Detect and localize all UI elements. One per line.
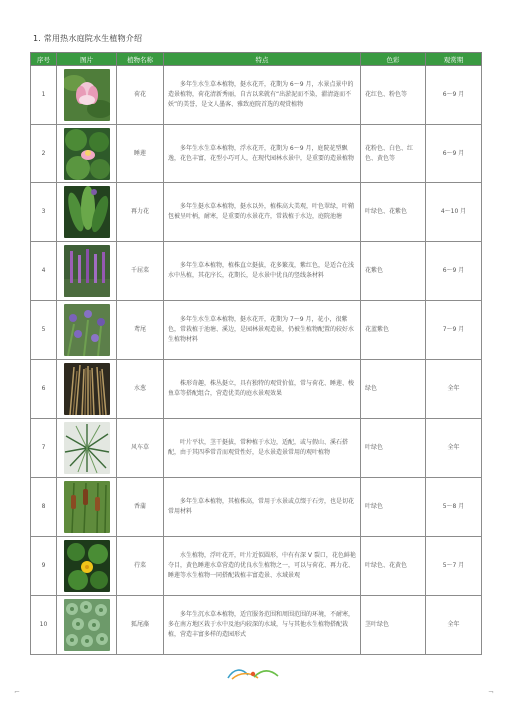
row-period: 4～10 月 xyxy=(426,183,482,242)
parrot-feather-photo xyxy=(64,599,110,651)
table-header-row xyxy=(31,53,482,66)
row-color: 叶绿色 xyxy=(361,478,426,537)
row-plant-name: 荇菜 xyxy=(117,537,164,596)
row-color: 茎叶绿色 xyxy=(361,596,426,655)
row-period: 5～7 月 xyxy=(426,537,482,596)
row-number: 9 xyxy=(31,537,57,596)
table-row xyxy=(31,301,482,360)
row-feature: 水生植物，浮叶花开，叶片近似圆形，中有有深 V 裂口，花色鲜艳夺目，黄色睡莲水草营造的优良水生植物之一，可以与荷花、再力花、睡莲等水生植物一同搭配栽植丰富造景、水域景观 xyxy=(164,537,361,596)
table-row xyxy=(31,125,482,183)
row-period: 6～9 月 xyxy=(426,242,482,301)
row-photo xyxy=(57,478,117,537)
row-photo xyxy=(57,360,117,419)
row-photo xyxy=(57,242,117,301)
row-feature: 株形奇趣，株丛挺立，具有独特的观赏价值，常与荷花、睡莲、梭鱼草等搭配组合，营造优美的庭水景观效果 xyxy=(164,360,361,419)
row-feature: 多年生草本植物，植株直立挺拔，花多繁茂，紫红色，是适合在浅水中丛植，其花序长，花期长，是水景中优良的竖线条材料 xyxy=(164,242,361,301)
lotus-photo xyxy=(64,69,110,121)
row-color: 绿色 xyxy=(361,360,426,419)
row-number: 8 xyxy=(31,478,57,537)
row-feature: 多年生草本植物，其植株高，常用于水景或点缀于石旁，也是切花常用材料 xyxy=(164,478,361,537)
row-number: 1 xyxy=(31,66,57,125)
table-row xyxy=(31,360,482,419)
row-color: 花蓝紫色 xyxy=(361,301,426,360)
col-header-feature: 特点 xyxy=(164,53,361,66)
col-header-name: 植物名称 xyxy=(117,53,164,66)
row-color: 花紫色 xyxy=(361,242,426,301)
row-number: 3 xyxy=(31,183,57,242)
table-row xyxy=(31,242,482,301)
row-plant-name: 狐尾藻 xyxy=(117,596,164,655)
row-plant-name: 水葱 xyxy=(117,360,164,419)
row-photo xyxy=(57,419,117,478)
table-row xyxy=(31,537,482,596)
bulrush-photo xyxy=(64,363,110,415)
col-header-color: 色彩 xyxy=(361,53,426,66)
col-header-photo: 图片 xyxy=(57,53,117,66)
row-photo xyxy=(57,596,117,655)
row-photo xyxy=(57,66,117,125)
loosestrife-photo xyxy=(64,245,110,297)
row-period: 5～8 月 xyxy=(426,478,482,537)
row-color: 叶绿色 xyxy=(361,419,426,478)
row-feature: 叶片平状，茎干挺拔，常种植于水边，适配，或与假山、溪石搭配，由于其四季常青而观赏性好，是水景造景常用的观叶植物 xyxy=(164,419,361,478)
row-period: 全年 xyxy=(426,419,482,478)
row-photo xyxy=(57,537,117,596)
row-plant-name: 千屈菜 xyxy=(117,242,164,301)
row-number: 5 xyxy=(31,301,57,360)
row-feature: 多年生沉水草本植物，适宜服务范围和周围范围的环境，不耐寒，多在南方地区栽于水中及池内较深的水域，与与其他水生植物搭配栽植，营造丰富多样的造园形式 xyxy=(164,596,361,655)
row-plant-name: 再力花 xyxy=(117,183,164,242)
row-number: 4 xyxy=(31,242,57,301)
row-feature: 多年生挺水草本植物，挺水以外，植株高大美观，叶色翠绿，叶鞘包被呈叶柄，耐寒，是重要的水景花卉，常栽植于水边，庭院池塘 xyxy=(164,183,361,242)
row-feature: 多年生水生草本植物，浮水花开，花期为 6～9 月，庭院花型飘逸，花色丰富，花型小巧可人，在现代园林水景中，是重要的造景植物 xyxy=(164,125,361,183)
floating-heart-photo xyxy=(64,540,110,592)
table-row xyxy=(31,419,482,478)
col-header-number: 序号 xyxy=(31,53,57,66)
row-plant-name: 鸢尾 xyxy=(117,301,164,360)
row-color: 花红色、粉色等 xyxy=(361,66,426,125)
row-number: 7 xyxy=(31,419,57,478)
row-period: 6～9 月 xyxy=(426,66,482,125)
row-period: 6～9 月 xyxy=(426,125,482,183)
table-row xyxy=(31,66,482,125)
row-photo xyxy=(57,301,117,360)
crop-mark-bottom-right: ¬ xyxy=(488,688,494,696)
umbrella-sedge-photo xyxy=(64,422,110,474)
row-color: 叶绿色、花紫色 xyxy=(361,183,426,242)
row-plant-name: 香蒲 xyxy=(117,478,164,537)
row-photo xyxy=(57,125,117,183)
water-lily-photo xyxy=(64,128,110,180)
row-number: 6 xyxy=(31,360,57,419)
row-color: 叶绿色、花黄色 xyxy=(361,537,426,596)
row-period: 7～9 月 xyxy=(426,301,482,360)
table-row xyxy=(31,183,482,242)
row-photo xyxy=(57,183,117,242)
table-row xyxy=(31,596,482,655)
col-header-period: 观赏期 xyxy=(426,53,482,66)
plant-table xyxy=(30,52,482,655)
table-row xyxy=(31,478,482,537)
row-number: 10 xyxy=(31,596,57,655)
row-feature: 多年生水生草本植物，挺水花开，花期为 6～9 月，水景点景中的造景植物，荷花清新秀丽，自古以来就有“出淤泥而不染，濯清涟而不妖”的美誉，是文人墨客、雅致庭院首选的观赏植物 xyxy=(164,66,361,125)
row-period: 全年 xyxy=(426,596,482,655)
cattail-photo xyxy=(64,481,110,533)
row-feature: 多年生水生草本植物，挺水花开，花期为 7～9 月，花小，很紫色，常栽植于池塘、溪边，是园林景观造景，仍被生植物配置的较好水生植物材料 xyxy=(164,301,361,360)
row-plant-name: 风车草 xyxy=(117,419,164,478)
section-heading: 1. 常用热水庭院水生植物介绍 xyxy=(33,34,143,43)
row-color: 花粉色、白色、红色、黄色等 xyxy=(361,125,426,183)
brand-logo xyxy=(224,666,282,682)
row-period: 全年 xyxy=(426,360,482,419)
iris-photo xyxy=(64,304,110,356)
row-plant-name: 荷花 xyxy=(117,66,164,125)
row-plant-name: 睡莲 xyxy=(117,125,164,183)
thalia-photo xyxy=(64,186,110,238)
row-number: 2 xyxy=(31,125,57,183)
crop-mark-bottom-left: ⌐ xyxy=(14,688,20,696)
